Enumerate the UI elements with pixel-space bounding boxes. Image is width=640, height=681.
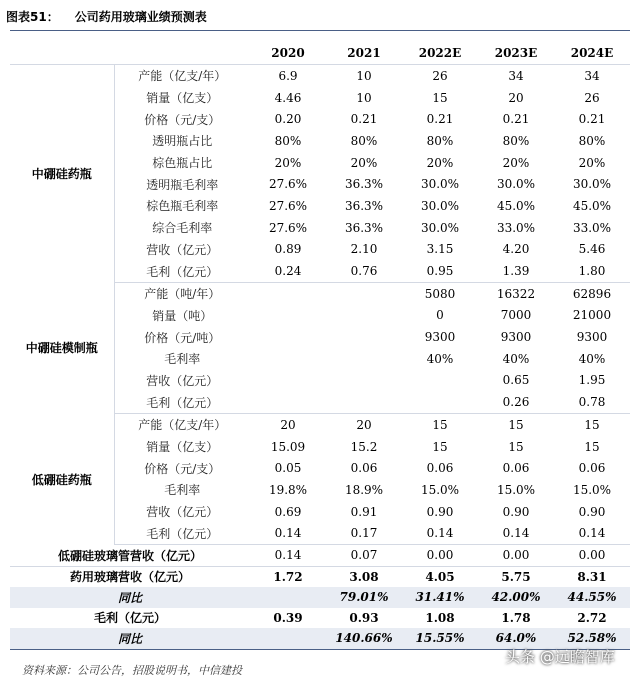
metric-label: 营收（亿元） [146,373,219,388]
value-cell: 36.3% [344,177,384,192]
year-header: 2020 [250,41,326,65]
value-cell: 30.0% [420,220,460,235]
value-cell: 80% [502,133,530,148]
summary-value-cell [250,628,326,649]
value-cell: 80% [274,133,302,148]
value-cell: 21000 [572,308,612,323]
metric-label: 产能（亿支/年） [138,69,227,84]
value-cell: 33.0% [496,220,536,235]
summary-value-cell: 79.01% [326,587,402,608]
value-cell: 34 [584,68,600,83]
summary-value-cell: 1.72 [273,569,303,584]
summary-value-cell: 42.00% [478,587,554,608]
year-header: 2021 [326,41,402,65]
summary-value-cell: 0.14 [250,545,326,567]
summary-value-cell: 8.31 [577,569,607,584]
value-cell [402,391,478,413]
summary-label: 同比 [10,628,250,649]
value-cell: 4.46 [274,90,302,105]
value-cell: 30.0% [496,177,536,192]
summary-value-cell: 44.55% [554,587,630,608]
value-cell: 36.3% [344,198,384,213]
metric-label: 综合毛利率 [152,221,213,236]
value-cell [326,282,402,304]
summary-row [10,608,630,629]
value-cell: 9300 [576,330,608,345]
value-cell: 9300 [500,330,532,345]
value-cell: 36.3% [344,220,384,235]
value-cell: 62896 [572,286,612,301]
metric-label: 销量（亿支） [146,440,219,455]
value-cell: 20 [280,417,296,432]
metric-label: 营收（亿元） [146,505,219,520]
value-cell: 40% [578,351,606,366]
group-label: 中硼硅模制瓶 [10,282,114,413]
value-cell: 80% [426,133,454,148]
value-cell: 27.6% [268,220,308,235]
value-cell: 34 [508,68,524,83]
value-cell: 45.0% [572,198,612,213]
summary-value-cell: 4.05 [425,569,455,584]
top-rule [10,30,630,31]
summary-value-cell: 0.93 [349,610,379,625]
value-cell: 1.39 [478,260,554,282]
metric-label: 销量（亿支） [146,91,219,106]
value-cell: 0.91 [350,504,378,519]
metric-label: 透明瓶毛利率 [146,177,219,192]
value-cell: 30.0% [420,177,460,192]
value-cell: 45.0% [496,198,536,213]
value-cell: 30.0% [420,198,460,213]
value-cell: 0.14 [402,522,478,544]
metric-label: 棕色瓶占比 [152,156,213,171]
value-cell: 1.80 [554,260,630,282]
metric-label: 营收（亿元） [146,242,219,257]
value-cell: 80% [578,133,606,148]
value-cell: 0.95 [402,260,478,282]
value-cell: 15 [508,439,524,454]
value-cell: 30.0% [572,177,612,192]
value-cell: 20% [426,155,454,170]
metric-label: 棕色瓶毛利率 [146,199,219,214]
table-row [10,282,630,304]
summary-label: 同比 [10,587,250,608]
value-cell: 0.05 [274,461,302,476]
value-cell [402,370,478,392]
summary-value-cell: 1.08 [425,610,455,625]
value-cell: 15.09 [270,439,306,454]
value-cell: 0.14 [478,522,554,544]
summary-label: 药用玻璃营收（亿元） [69,570,190,585]
value-cell: 0.21 [426,112,454,127]
value-cell: 40% [426,351,454,366]
value-cell: 0.78 [554,391,630,413]
summary-value-cell: 1.78 [501,610,531,625]
value-cell [326,348,402,370]
value-cell: 7000 [500,308,532,323]
watermark: 头条 @远瞻智库 [505,648,615,666]
metric-label: 价格（元/支） [144,461,221,476]
value-cell [250,282,326,304]
table-row [10,65,630,87]
value-cell: 15 [432,439,448,454]
value-cell: 19.8% [268,482,308,497]
forecast-table [10,41,630,650]
metric-label: 毛利率 [164,352,201,367]
value-cell: 3.15 [426,242,454,257]
value-cell: 0.21 [578,112,606,127]
value-cell [250,391,326,413]
group-label: 中硼硅药瓶 [10,65,114,283]
value-cell: 15.2 [350,439,378,454]
value-cell: 0.89 [274,242,302,257]
value-cell: 0.06 [426,461,454,476]
value-cell: 15 [584,417,600,432]
summary-value-cell: 0.00 [402,545,478,567]
value-cell: 0.17 [326,522,402,544]
value-cell: 15 [432,417,448,432]
value-cell: 0.14 [554,522,630,544]
value-cell: 0.90 [578,504,606,519]
summary-value-cell: 31.41% [402,587,478,608]
value-cell: 0.26 [478,391,554,413]
metric-label: 透明瓶占比 [152,134,213,149]
summary-value-cell: 0.07 [326,545,402,567]
value-cell: 15 [432,90,448,105]
value-cell: 15 [584,439,600,454]
value-cell: 18.9% [344,482,384,497]
value-cell [250,326,326,348]
value-cell: 0.06 [502,461,530,476]
value-cell: 5.46 [578,242,606,257]
yoy-row [10,587,630,608]
value-cell: 0.14 [250,522,326,544]
summary-value-cell: 0.00 [478,545,554,567]
value-cell: 40% [502,351,530,366]
value-cell [326,305,402,327]
metric-label: 产能（吨/年） [144,287,221,302]
value-cell: 9300 [424,330,456,345]
value-cell: 15.0% [572,482,612,497]
header-row [10,41,630,65]
year-header: 2024E [554,41,630,65]
value-cell: 0.90 [426,504,454,519]
value-cell: 0.24 [250,260,326,282]
value-cell: 0.21 [350,112,378,127]
summary-value-cell [250,587,326,608]
value-cell [326,326,402,348]
value-cell: 0.20 [274,112,302,127]
value-cell: 27.6% [268,177,308,192]
value-cell: 0.76 [326,260,402,282]
value-cell: 6.9 [278,68,298,83]
summary-value-cell: 15.55% [402,628,478,649]
value-cell: 0 [436,308,444,323]
group-label: 低硼硅药瓶 [10,414,114,545]
value-cell: 15.0% [496,482,536,497]
value-cell: 27.6% [268,198,308,213]
metric-label: 毛利率 [164,483,201,498]
value-cell [326,370,402,392]
figure-title [6,8,207,25]
value-cell: 15 [508,417,524,432]
metric-label: 产能（亿支/年） [138,418,227,433]
value-cell: 26 [584,90,600,105]
figure-title-text: 公司药用玻璃业绩预测表 [74,10,207,24]
summary-value-cell: 52.58% [554,628,630,649]
header-blank [10,41,114,65]
header-blank [114,41,250,65]
value-cell: 20% [274,155,302,170]
value-cell: 10 [356,90,372,105]
value-cell: 0.21 [502,112,530,127]
summary-value-cell: 2.72 [577,610,607,625]
summary-label: 低硼硅玻璃管营收（亿元） [10,545,250,567]
value-cell: 2.10 [350,242,378,257]
value-cell: 0.90 [502,504,530,519]
value-cell: 1.95 [578,373,606,388]
summary-row [10,566,630,587]
value-cell: 20% [502,155,530,170]
metric-label: 销量（吨） [152,308,213,323]
summary-value-cell: 5.75 [501,569,531,584]
summary-value-cell: 0.00 [554,545,630,567]
metric-label: 价格（元/支） [144,112,221,127]
value-cell: 26 [432,68,448,83]
figure-number: 图表51： [6,10,59,24]
value-cell: 20% [578,155,606,170]
value-cell: 20 [508,90,524,105]
value-cell: 0.69 [274,504,302,519]
summary-value-cell: 0.39 [273,610,303,625]
value-cell: 0.06 [578,461,606,476]
value-cell: 16322 [496,286,536,301]
value-cell: 80% [350,133,378,148]
value-cell [250,305,326,327]
value-cell: 0.06 [350,461,378,476]
metric-label: 毛利（亿元） [114,522,250,544]
value-cell: 5080 [424,286,456,301]
value-cell [326,391,402,413]
summary-value-cell: 64.0% [478,628,554,649]
table-row [10,414,630,436]
source-note: 资料来源：公司公告，招股说明书，中信建投 [22,664,242,677]
value-cell: 15.0% [420,482,460,497]
value-cell [250,370,326,392]
summary-value-cell: 140.66% [326,628,402,649]
metric-label: 价格（元/吨） [144,330,221,345]
metric-label: 毛利（亿元） [114,260,250,282]
summary-label: 毛利（亿元） [93,611,166,626]
summary-value-cell: 3.08 [349,569,379,584]
year-header: 2022E [402,41,478,65]
metric-label: 毛利（亿元） [114,391,250,413]
value-cell: 4.20 [502,242,530,257]
value-cell: 33.0% [572,220,612,235]
summary-row [10,545,630,567]
value-cell: 20% [350,155,378,170]
value-cell [250,348,326,370]
value-cell: 10 [356,68,372,83]
year-header: 2023E [478,41,554,65]
value-cell: 20 [356,417,372,432]
value-cell: 0.65 [502,373,530,388]
